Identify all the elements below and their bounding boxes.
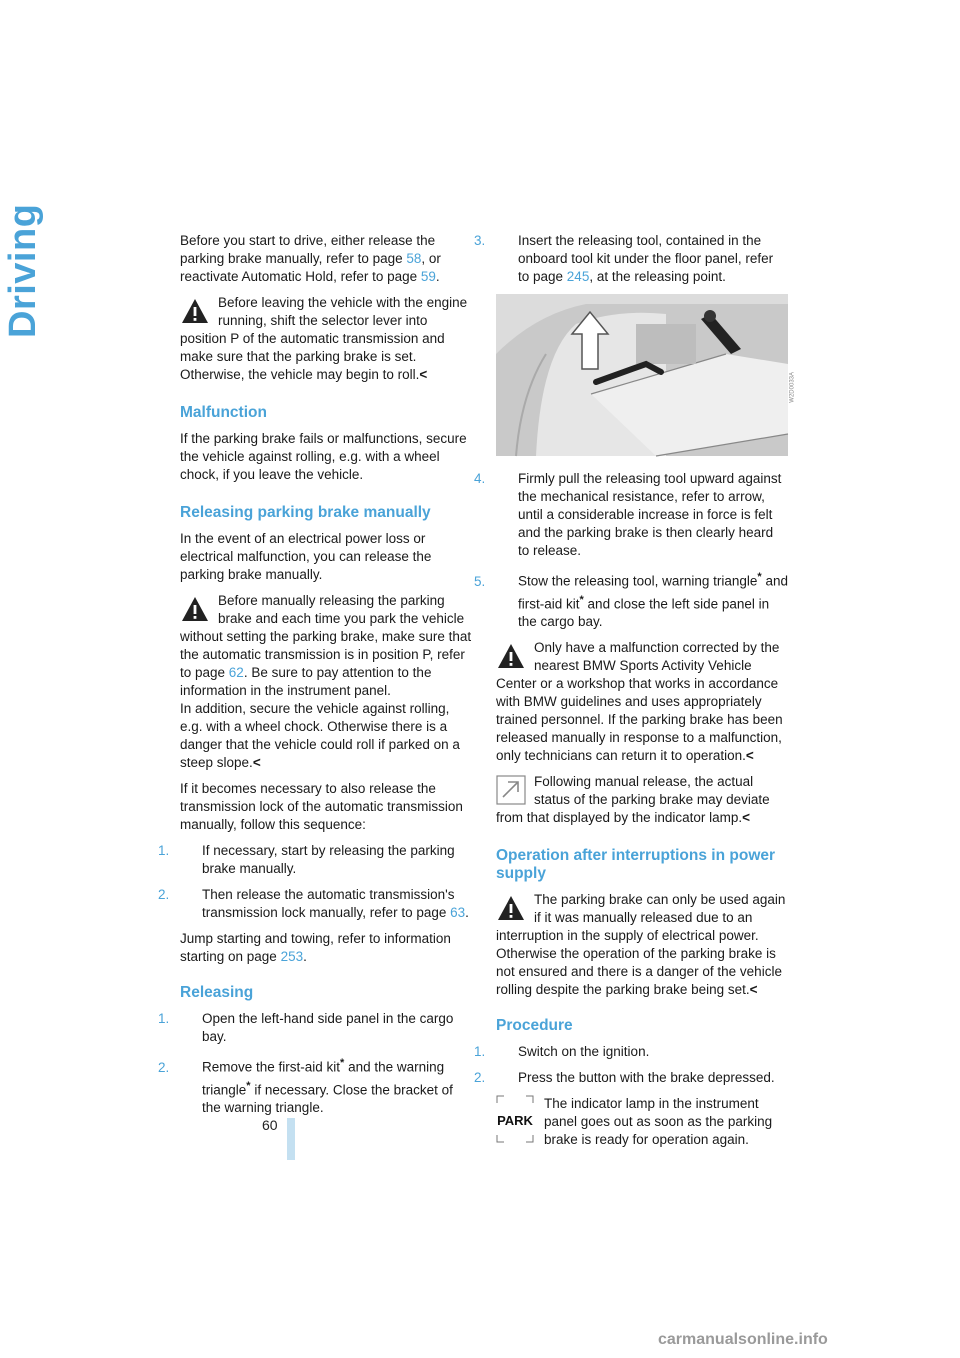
warning-note-4: [496, 891, 788, 999]
list-text: Remove the first-aid kit: [202, 1059, 341, 1075]
page-link-58[interactable]: 58: [406, 251, 422, 266]
page-link-59[interactable]: 59: [420, 269, 436, 284]
list-number: 5.: [474, 573, 486, 589]
warning-text-3: Only have a malfunction corrected by the nearest BMW Sports Activity Vehicle Center or a workshop that works in accordance with BMW guidelines and uses appropriately trained personnel. If the parking brake has been released manually in response to a malfunction, only technicians can return it to operation.: [496, 640, 783, 763]
list-item: [474, 470, 788, 560]
section-title-vertical: [2, 203, 52, 350]
list-text: Insert the releasing tool, contained in the onboard tool kit under the floor panel, refer to page: [518, 233, 774, 284]
end-mark: <: [252, 755, 261, 770]
list-text: Open the left-hand side panel in the cargo bay.: [202, 1011, 454, 1044]
warning-note-3: [496, 639, 788, 765]
jump-text: Jump starting and towing, refer to information starting on page: [180, 931, 451, 964]
left-column: [158, 232, 472, 1125]
list-number: 4.: [474, 471, 486, 486]
jump-start-text: Jump starting and towing, refer to information starting on page 253.: [180, 931, 451, 964]
list-item: [474, 568, 788, 631]
warning-triangle-icon: [496, 641, 526, 671]
malfunction-text: If the parking brake fails or malfunctions, secure the vehicle against rolling, e.g. with a wheel chock, if you leave the vehicle.: [180, 431, 467, 482]
warning-triangle-icon: [180, 296, 210, 326]
list-text: and close the left side panel in the cargo bay.: [518, 596, 770, 629]
warning-note-1: [180, 294, 472, 384]
page-link-245[interactable]: 245: [566, 269, 590, 284]
asterisk: *: [340, 1057, 345, 1069]
page-link-62[interactable]: 62: [228, 665, 244, 680]
warning-triangle-icon: [180, 594, 210, 624]
cargo-bay-illustration: [496, 294, 796, 456]
list-number: 2.: [158, 887, 170, 902]
warning-note-2: [180, 592, 472, 772]
list-number: 1.: [474, 1044, 486, 1059]
warning-text-2c: In addition, secure the vehicle against rolling, e.g. with a wheel chock. Otherwise there is a danger that the vehicle could roll if parked on a steep slope.: [180, 701, 460, 770]
list-text: and the warning triangle: [202, 1059, 445, 1097]
list-text: Stow the releasing tool, warning triangle: [518, 573, 758, 589]
park-text: The indicator lamp in the instrument panel goes out as soon as the parking brake is ready for operation again.: [544, 1096, 773, 1147]
list-number: 1.: [158, 1011, 170, 1026]
info-note: [496, 773, 788, 827]
asterisk: *: [579, 593, 584, 606]
list-item: [158, 1054, 472, 1117]
footer-watermark: carmanualsonline.info: [658, 1331, 828, 1348]
list-number: 2.: [158, 1059, 170, 1075]
page-marker-bar: [287, 1118, 295, 1160]
heading-releasing-manually: Releasing parking brake manually: [180, 504, 431, 521]
heading-operation-after-interruptions: Operation after interruptions in power supply: [496, 847, 776, 882]
list-text: , at the releasing point.: [589, 269, 726, 284]
heading-procedure: Procedure: [496, 1017, 573, 1034]
warning-text-2a: Before manually releasing the parking brake and each time you park the vehicle without setting the parking brake, make sure that the automatic transmission is in position P, refer to page: [180, 593, 472, 680]
transmission-text: If it becomes necessary to also release the transmission lock of the automatic transmission manually, follow this sequence:: [180, 781, 463, 832]
heading-malfunction: Malfunction: [180, 404, 267, 421]
page-link-63[interactable]: 63: [450, 905, 466, 920]
image-code: W2D0033A: [790, 372, 796, 403]
page-number: 60: [262, 1117, 278, 1133]
intro-text-3: .: [435, 269, 440, 284]
list-text: Then release the automatic transmission's transmission lock manually, refer to page: [202, 887, 455, 920]
section-title-text: Driving: [2, 203, 44, 338]
list-item: 2. Then release the automatic transmission's transmission lock manually, refer to page 63.: [158, 887, 469, 920]
park-indicator-note: [496, 1095, 788, 1149]
warning-text-4: The parking brake can only be used again if it was manually released due to an interruption in the supply of electrical power. Otherwise the operation of the parking brake is not ensured and there is a danger of the vehicle rolling despite the parking brake being set.: [496, 892, 786, 997]
intro-text-2: , or reactivate Automatic Hold, refer to page: [180, 251, 441, 284]
end-mark: <: [419, 367, 428, 382]
intro-text: Before you start to drive, either release the parking brake manually, refer to page: [180, 233, 436, 266]
list-number: 2.: [474, 1070, 486, 1085]
right-column: [474, 232, 796, 1157]
release-text: In the event of an electrical power loss or electrical malfunction, you can release the parking brake manually.: [180, 531, 432, 582]
list-text: if necessary. Close the bracket of the warning triangle.: [202, 1082, 453, 1115]
note-arrow-icon: [496, 775, 526, 805]
list-text: Press the button with the brake depressed.: [518, 1070, 775, 1085]
note-text: Following manual release, the actual status of the parking brake may deviate from that displayed by the indicator lamp.: [496, 774, 770, 825]
intro-paragraph: [180, 232, 472, 286]
asterisk: *: [246, 1079, 251, 1092]
end-mark: <: [742, 810, 751, 825]
list-text: and first-aid kit: [518, 573, 788, 611]
list-item: [158, 1010, 472, 1046]
heading-releasing: Releasing: [180, 984, 254, 1001]
list-item: [474, 1069, 788, 1087]
warning-triangle-icon: [496, 893, 526, 923]
list-item: [474, 1043, 788, 1061]
list-item: [158, 842, 472, 878]
list-text: Firmly pull the releasing tool upward against the mechanical resistance, refer to arrow, until a considerable increase in force is felt and the parking brake is then clearly heard to release.: [518, 471, 782, 558]
end-mark: <: [745, 748, 754, 763]
end-mark: <: [749, 982, 758, 997]
cargo-bay-drawing: [496, 294, 788, 456]
park-label: PARK: [497, 1113, 533, 1128]
list-number: 1.: [158, 843, 170, 858]
list-item: [474, 232, 788, 286]
asterisk: *: [757, 571, 762, 583]
list-text: Switch on the ignition.: [518, 1044, 650, 1059]
list-text: If necessary, start by releasing the parking brake manually.: [202, 843, 455, 876]
warning-text-2b: . Be sure to pay attention to the information in the instrument panel.: [180, 665, 432, 698]
list-number: 3.: [474, 233, 486, 248]
page-link-253[interactable]: 253: [280, 949, 304, 964]
park-indicator-icon: [496, 1095, 534, 1143]
warning-text-1: Before leaving the vehicle with the engine running, shift the selector lever into position P of the automatic transmission and make sure that the parking brake is set. Otherwise, the vehicle may begin to roll.: [180, 295, 468, 382]
